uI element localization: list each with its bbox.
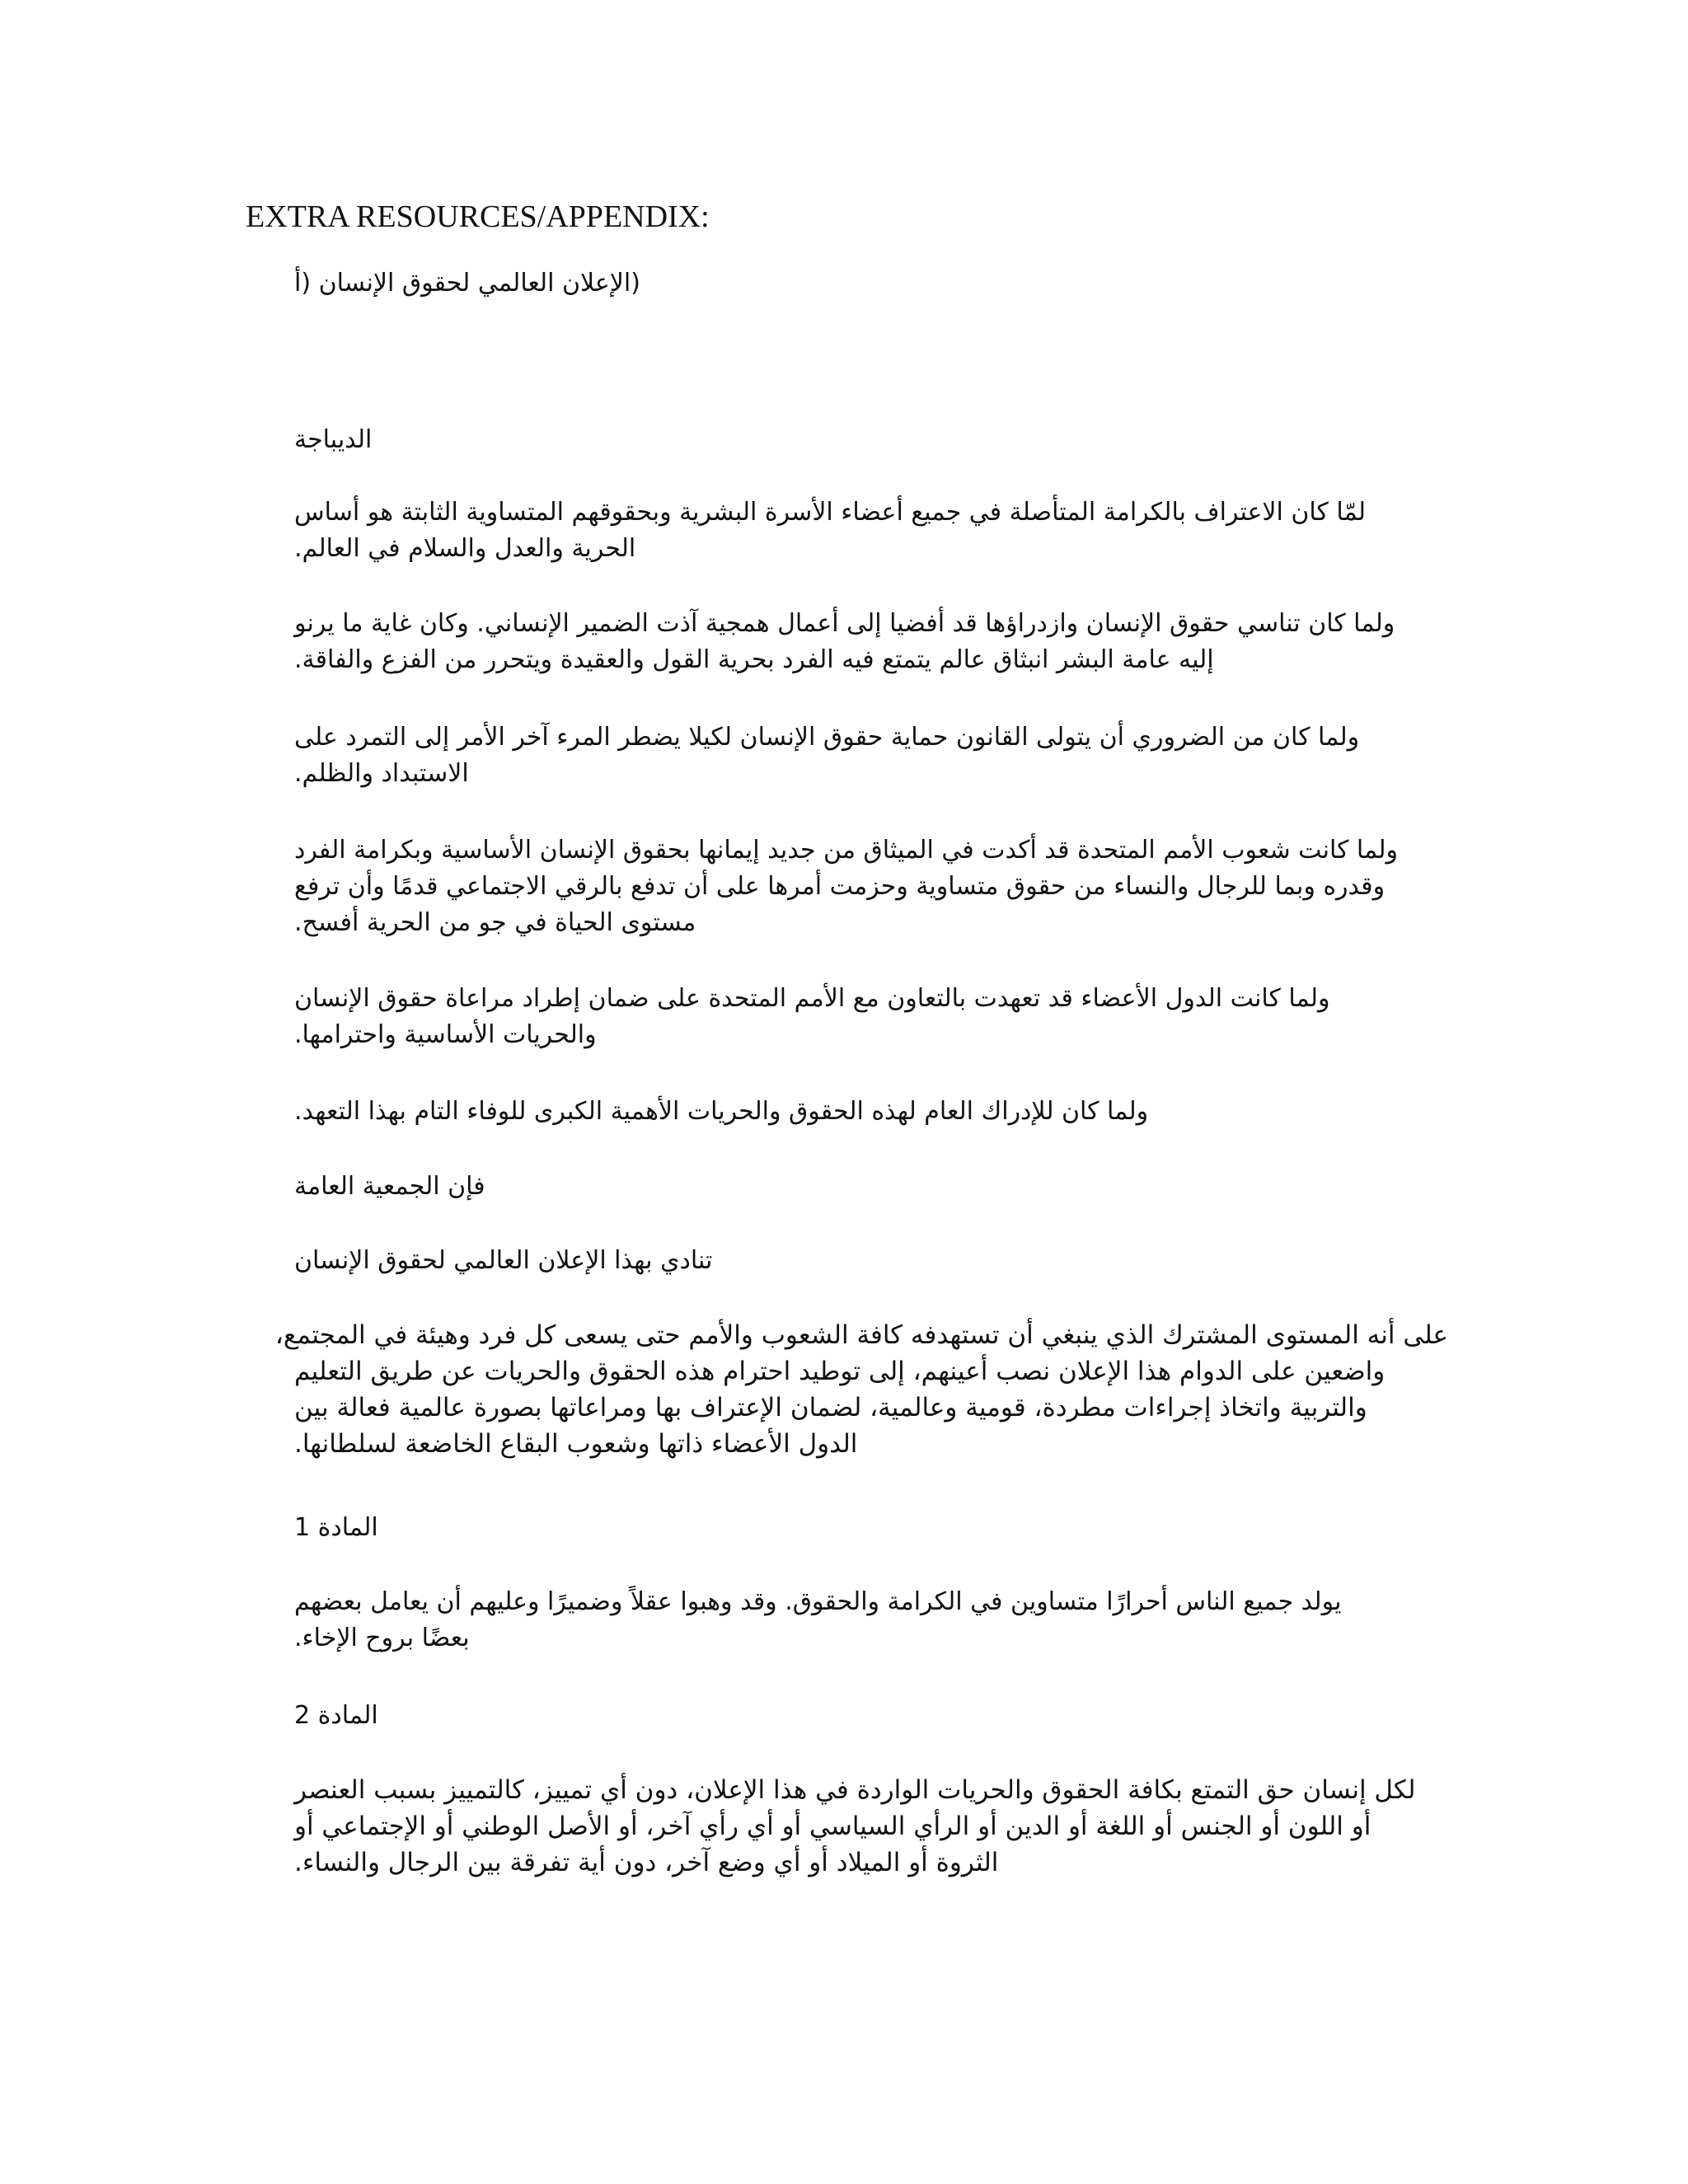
paragraph-line: لكل إنسان حق التمتع بكافة الحقوق والحريات الواردة في هذا الإعلان، دون أي تمييز، كالتمييز بسبب العنصر: [294, 1775, 1416, 1805]
paragraph-line: ولما كان تناسي حقوق الإنسان وازدراؤها قد أفضيا إلى أعمال همجية آذت الضمير الإنساني. وكان غاية ما يرنو: [294, 609, 1395, 638]
paragraph-line: واضعين على الدوام هذا الإعلان نصب أعينهم، إلى توطيد احترام هذه الحقوق والحريات عن طريق التعليم: [294, 1357, 1386, 1386]
paragraph-line: ولما كان من الضروري أن يتولى القانون حماية حقوق الإنسان لكيلا يضطر المرء آخر الأمر إلى التمرد على: [294, 723, 1360, 752]
paragraph-line: وقدره وبما للرجال والنساء من حقوق متساوية وحزمت أمرها على أن تدفع بالرقي الاجتماعي قدمًا وأن ترفع: [294, 872, 1386, 901]
article-1-title: [294, 1510, 1448, 1546]
paragraph-line: على أنه المستوى المشترك الذي ينبغي أن تستهدفه كافة الشعوب والأمم حتى يسعى كل فرد وهيئة في المجتمع،: [274, 1320, 1448, 1350]
paragraph-line: الحرية والعدل والسلام في العالم.: [294, 534, 636, 563]
paragraph-line: إليه عامة البشر انبثاق عالم يتمتع فيه الفرد بحرية القول والعقيدة ويتحرر من الفزع والفاقة.: [294, 645, 1214, 674]
paragraph-line: بعضًا بروح الإخاء.: [294, 1624, 470, 1652]
paragraph-line: الاستبداد والظلم.: [294, 759, 469, 788]
preamble-paragraph-6: [294, 1094, 1448, 1130]
declaration-title: [294, 265, 1448, 302]
paragraph-line: ولما كانت الدول الأعضاء قد تعهدت بالتعاون مع الأمم المتحدة على ضمان إطراد مراعاة حقوق الإنسان: [294, 984, 1330, 1013]
article-title-text: المادة 1: [294, 1513, 378, 1542]
common-standard-paragraph: [274, 1317, 1448, 1462]
article-1-text: [294, 1584, 1448, 1657]
article-2-text: [294, 1772, 1448, 1881]
general-assembly-text: فإن الجمعية العامة: [294, 1172, 485, 1201]
paragraph-line: مستوى الحياة في جو من الحرية أفسح.: [294, 908, 696, 937]
paragraph-line: لمّا كان الاعتراف بالكرامة المتأصلة في جميع أعضاء الأسرة البشرية وبحقوقهم المتساوية الثابتة هو أساس: [294, 498, 1367, 527]
paragraph-line: ولما كان للإدراك العام لهذه الحقوق والحريات الأهمية الكبرى للوفاء التام بهذا التعهد.: [294, 1097, 1149, 1126]
article-2-title: [294, 1698, 1448, 1734]
paragraph-line: الثروة أو الميلاد أو أي وضع آخر، دون أية تفرقة بين الرجال والنساء.: [294, 1848, 999, 1877]
article-title-text: المادة 2: [294, 1701, 378, 1730]
preamble-paragraph-2: [294, 606, 1448, 678]
preamble-paragraph-5: [294, 981, 1448, 1053]
preamble-heading-text: الديباجة: [294, 425, 373, 454]
preamble-paragraph-4: [294, 832, 1448, 941]
declaration-title-text: (الإعلان العالمي لحقوق الإنسان (أ: [294, 269, 640, 298]
preamble-paragraph-3: [294, 719, 1448, 792]
general-assembly-line: [294, 1169, 1448, 1205]
preamble-heading: [294, 422, 1448, 458]
paragraph-line: والحريات الأساسية واحترامها.: [294, 1020, 597, 1049]
paragraph-line: أو اللون أو الجنس أو اللغة أو الدين أو الرأي السياسي أو أي رأي آخر، أو الأصل الوطني أو الإجتماعي أو: [294, 1811, 1372, 1841]
preamble-paragraph-1: [294, 494, 1448, 567]
proclamation-line: [294, 1243, 1448, 1279]
appendix-heading: EXTRA RESOURCES/APPENDIX:: [246, 199, 710, 234]
paragraph-line: يولد جميع الناس أحرارًا متساوين في الكرامة والحقوق. وقد وهبوا عقلاً وضميرًا وعليهم أن يعامل بعضهم: [294, 1587, 1342, 1616]
paragraph-line: والتربية واتخاذ إجراءات مطردة، قومية وعالمية، لضمان الإعتراف بها ومراعاتها بصورة عالمية فعالة بين: [294, 1393, 1367, 1422]
paragraph-line: ولما كانت شعوب الأمم المتحدة قد أكدت في الميثاق من جديد إيمانها بحقوق الإنسان الأساسية وبكرامة الفرد: [294, 836, 1399, 865]
paragraph-line: الدول الأعضاء ذاتها وشعوب البقاع الخاضعة لسلطانها.: [294, 1429, 858, 1459]
proclamation-text: تنادي بهذا الإعلان العالمي لحقوق الإنسان: [294, 1246, 713, 1275]
